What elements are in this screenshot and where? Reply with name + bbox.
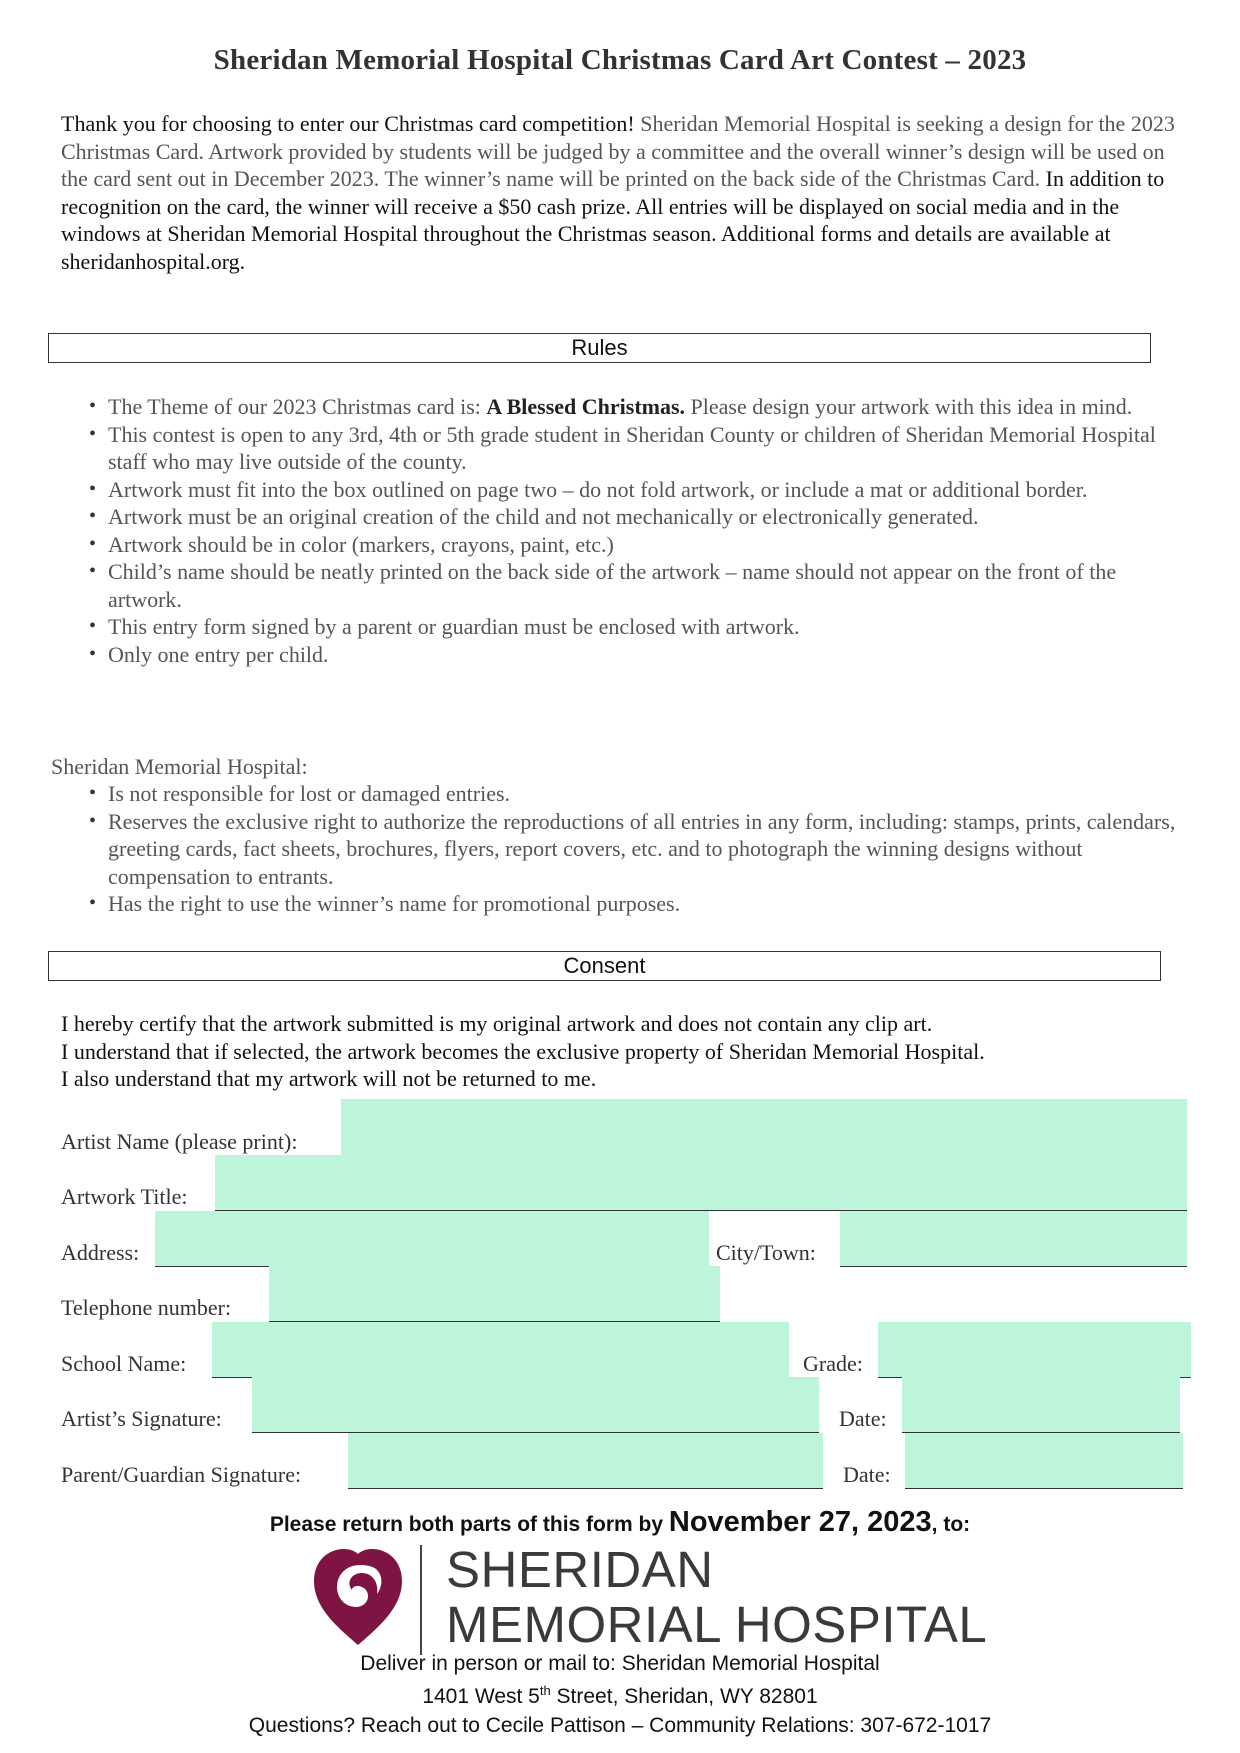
- intro-thanks: Thank you for choosing to enter our Christmas card competition!: [61, 111, 635, 136]
- hospital-term: • Has the right to use the winner’s name for promotional purposes.: [108, 890, 1188, 918]
- logo-line-2: MEMORIAL HOSPITAL: [446, 1596, 988, 1653]
- return-deadline-line: [0, 1506, 1240, 1539]
- rule-item: • This entry form signed by a parent or guardian must be enclosed with artwork.: [108, 613, 1188, 641]
- consent-heading: Consent: [48, 951, 1161, 981]
- footer-questions: Questions? Reach out to Cecile Pattison – Community Relations: 307-672-1017: [248, 1714, 992, 1737]
- logo-line-1: SHERIDAN: [446, 1541, 714, 1598]
- logo-wordmark: [446, 1542, 987, 1652]
- address-field[interactable]: [155, 1211, 709, 1267]
- rule-theme-name: A Blessed Christmas.: [486, 394, 686, 419]
- artwork-title-field[interactable]: [215, 1155, 1187, 1211]
- footer-address: [0, 1683, 1240, 1709]
- rules-heading: Rules: [48, 333, 1151, 363]
- footer-deliver: Deliver in person or mail to: Sheridan Memorial Hospital: [360, 1652, 880, 1675]
- logo-divider: [420, 1545, 422, 1655]
- grade-label: Grade:: [803, 1351, 863, 1376]
- rule-item: • Artwork must be an original creation of the child and not mechanically or electronically generated.: [108, 503, 1188, 531]
- page-title: Sheridan Memorial Hospital Christmas Card Art Contest – 2023: [213, 44, 1027, 76]
- artist-signature-label: Artist’s Signature:: [61, 1406, 222, 1431]
- hospital-term: • Is not responsible for lost or damaged entries.: [108, 780, 1188, 808]
- school-name-label: School Name:: [61, 1351, 187, 1376]
- rule-item: • Child’s name should be neatly printed on the back side of the artwork – name should not appear on the front of the artwork.: [108, 558, 1188, 613]
- hospital-label: Sheridan Memorial Hospital:: [51, 754, 308, 779]
- consent-line: I hereby certify that the artwork submitted is my original artwork and does not contain any clip art.: [61, 1011, 933, 1036]
- artist-name-label: Artist Name (please print):: [61, 1129, 298, 1154]
- parent-date-field[interactable]: [905, 1433, 1183, 1489]
- rule-theme: [108, 393, 1188, 421]
- rule-item: • This contest is open to any 3rd, 4th or 5th grade student in Sheridan County or children of Sheridan Memorial Hospital staff who may live outside of the county.: [108, 421, 1188, 476]
- telephone-field[interactable]: [269, 1266, 720, 1322]
- heart-logo-icon: [310, 1547, 406, 1647]
- rule-item: • Artwork must fit into the box outlined on page two – do not fold artwork, or include a mat or additional border.: [108, 476, 1188, 504]
- parent-signature-field[interactable]: [348, 1433, 823, 1489]
- hospital-terms-list: [108, 780, 1188, 918]
- return-deadline-date: November 27, 2023: [668, 1506, 932, 1538]
- artist-name-field[interactable]: [341, 1099, 1187, 1156]
- intro-paragraph: [61, 110, 1181, 275]
- city-town-label: City/Town:: [716, 1240, 816, 1265]
- return-suffix: , to:: [931, 1513, 971, 1536]
- intro-prize: In addition to recognition on the card, the winner will receive a $50 cash prize. All entries will be displayed on social media and in the windows at Sheridan Memorial Hospital throughout the Christmas season. Additional forms and details are available at sheridanhospital.org.: [61, 166, 1165, 274]
- rule-item: • Only one entry per child.: [108, 641, 1188, 669]
- consent-line: I understand that if selected, the artwork becomes the exclusive property of Sheridan Memorial Hospital.: [61, 1038, 985, 1064]
- school-name-field[interactable]: [212, 1322, 789, 1378]
- consent-line: I also understand that my artwork will not be returned to me.: [61, 1066, 597, 1091]
- artwork-title-label: Artwork Title:: [61, 1184, 188, 1209]
- parent-signature-label: Parent/Guardian Signature:: [61, 1462, 302, 1487]
- artist-date-label: Date:: [839, 1406, 887, 1431]
- city-town-field[interactable]: [840, 1211, 1187, 1267]
- footer-address-suffix: Street, Sheridan, WY 82801: [550, 1685, 818, 1708]
- consent-statement: [61, 1010, 1161, 1093]
- rules-list: [108, 393, 1188, 668]
- grade-field[interactable]: [878, 1322, 1191, 1378]
- rule-item: • Artwork should be in color (markers, crayons, paint, etc.): [108, 531, 1188, 559]
- hospital-term: • Reserves the exclusive right to authorize the reproductions of all entries in any form, including: stamps, prints, calendars, greeting cards, fact sheets, brochures, flyers, report covers, etc. and to photograph the winning designs without compensation to entrants.: [108, 808, 1188, 891]
- rule-theme-prefix: The Theme of our 2023 Christmas card is:: [108, 394, 487, 419]
- rule-theme-suffix: Please design your artwork with this idea in mind.: [685, 394, 1133, 419]
- artist-signature-field[interactable]: [252, 1377, 819, 1433]
- footer-address-prefix: 1401 West 5: [422, 1685, 540, 1708]
- telephone-label: Telephone number:: [61, 1295, 232, 1320]
- parent-date-label: Date:: [843, 1462, 891, 1487]
- artist-date-field[interactable]: [902, 1377, 1180, 1433]
- return-prefix: Please return both parts of this form by: [269, 1513, 669, 1536]
- address-label: Address:: [61, 1240, 140, 1265]
- intro-details: Sheridan Memorial Hospital is seeking a design for the 2023 Christmas Card. Artwork provided by students will be judged by a committee and the overall winner’s design will be used on the card sent out in December 2023. The winner’s name will be printed on the back side of the Christmas Card.: [61, 111, 1175, 191]
- footer-address-sup: th: [539, 1683, 551, 1698]
